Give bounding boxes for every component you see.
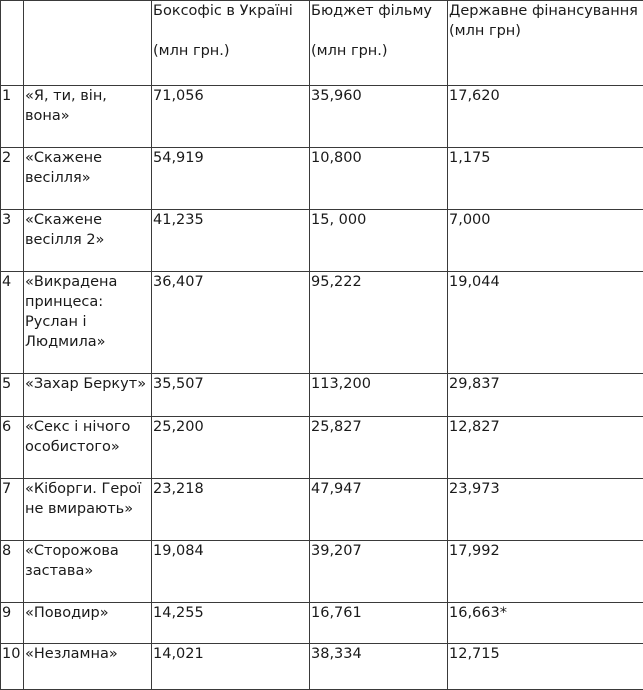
- film-title: «Поводир»: [24, 603, 152, 644]
- gov-funding-value: 29,837: [448, 374, 643, 417]
- boxoffice-value: 35,507: [152, 374, 310, 417]
- row-num: 10: [1, 644, 24, 690]
- table-row: [1, 603, 643, 644]
- table-header-row: [1, 1, 643, 86]
- boxoffice-value: 19,084: [152, 541, 310, 603]
- budget-value: 15, 000: [310, 210, 448, 272]
- gov-funding-value: 12,715: [448, 644, 643, 690]
- row-num: 1: [1, 86, 24, 148]
- header-gov-funding-cell: Державне фінансування (млн грн): [448, 1, 643, 86]
- table-row: [1, 148, 643, 210]
- film-title: «Захар Беркут»: [24, 374, 152, 417]
- header-film-cell: [24, 1, 152, 86]
- header-boxoffice-title: Боксофіс в Україні: [153, 1, 309, 21]
- table-row: [1, 86, 643, 148]
- boxoffice-value: 14,021: [152, 644, 310, 690]
- header-boxoffice-unit: (млн грн.): [153, 41, 309, 61]
- header-spacer: [153, 21, 309, 41]
- row-num: 3: [1, 210, 24, 272]
- budget-value: 113,200: [310, 374, 448, 417]
- table-row: [1, 210, 643, 272]
- film-title: «Скажене весілля»: [24, 148, 152, 210]
- header-boxoffice-cell: [152, 1, 310, 86]
- budget-value: 47,947: [310, 479, 448, 541]
- budget-value: 10,800: [310, 148, 448, 210]
- row-num: 8: [1, 541, 24, 603]
- table-row: [1, 541, 643, 603]
- boxoffice-value: 36,407: [152, 272, 310, 374]
- boxoffice-value: 25,200: [152, 417, 310, 479]
- film-title: «Кіборги. Герої не вмирають»: [24, 479, 152, 541]
- gov-funding-value: 16,663*: [448, 603, 643, 644]
- film-title: «Сторожова застава»: [24, 541, 152, 603]
- film-title: «Я, ти, він, вона»: [24, 86, 152, 148]
- gov-funding-value: 12,827: [448, 417, 643, 479]
- gov-funding-value: 1,175: [448, 148, 643, 210]
- header-num-cell: [1, 1, 24, 86]
- boxoffice-value: 41,235: [152, 210, 310, 272]
- row-num: 4: [1, 272, 24, 374]
- gov-funding-value: 17,620: [448, 86, 643, 148]
- gov-funding-value: 23,973: [448, 479, 643, 541]
- row-num: 2: [1, 148, 24, 210]
- boxoffice-value: 23,218: [152, 479, 310, 541]
- header-budget-unit: (млн грн.): [311, 41, 447, 61]
- boxoffice-value: 71,056: [152, 86, 310, 148]
- header-spacer: [311, 21, 447, 41]
- gov-funding-value: 17,992: [448, 541, 643, 603]
- header-budget-cell: [310, 1, 448, 86]
- table-row: [1, 644, 643, 690]
- row-num: 5: [1, 374, 24, 417]
- budget-value: 35,960: [310, 86, 448, 148]
- gov-funding-value: 7,000: [448, 210, 643, 272]
- budget-value: 38,334: [310, 644, 448, 690]
- budget-value: 95,222: [310, 272, 448, 374]
- boxoffice-value: 14,255: [152, 603, 310, 644]
- film-title: «Скажене весілля 2»: [24, 210, 152, 272]
- header-budget-title: Бюджет фільму: [311, 1, 447, 21]
- table-row: [1, 272, 643, 374]
- budget-value: 16,761: [310, 603, 448, 644]
- boxoffice-value: 54,919: [152, 148, 310, 210]
- table-row: [1, 417, 643, 479]
- budget-value: 39,207: [310, 541, 448, 603]
- film-title: «Незламна»: [24, 644, 152, 690]
- table-row: [1, 374, 643, 417]
- film-title: «Секс і нічого особистого»: [24, 417, 152, 479]
- gov-funding-value: 19,044: [448, 272, 643, 374]
- budget-value: 25,827: [310, 417, 448, 479]
- row-num: 7: [1, 479, 24, 541]
- row-num: 9: [1, 603, 24, 644]
- film-title: «Викрадена принцеса: Руслан і Людмила»: [24, 272, 152, 374]
- table-row: [1, 479, 643, 541]
- row-num: 6: [1, 417, 24, 479]
